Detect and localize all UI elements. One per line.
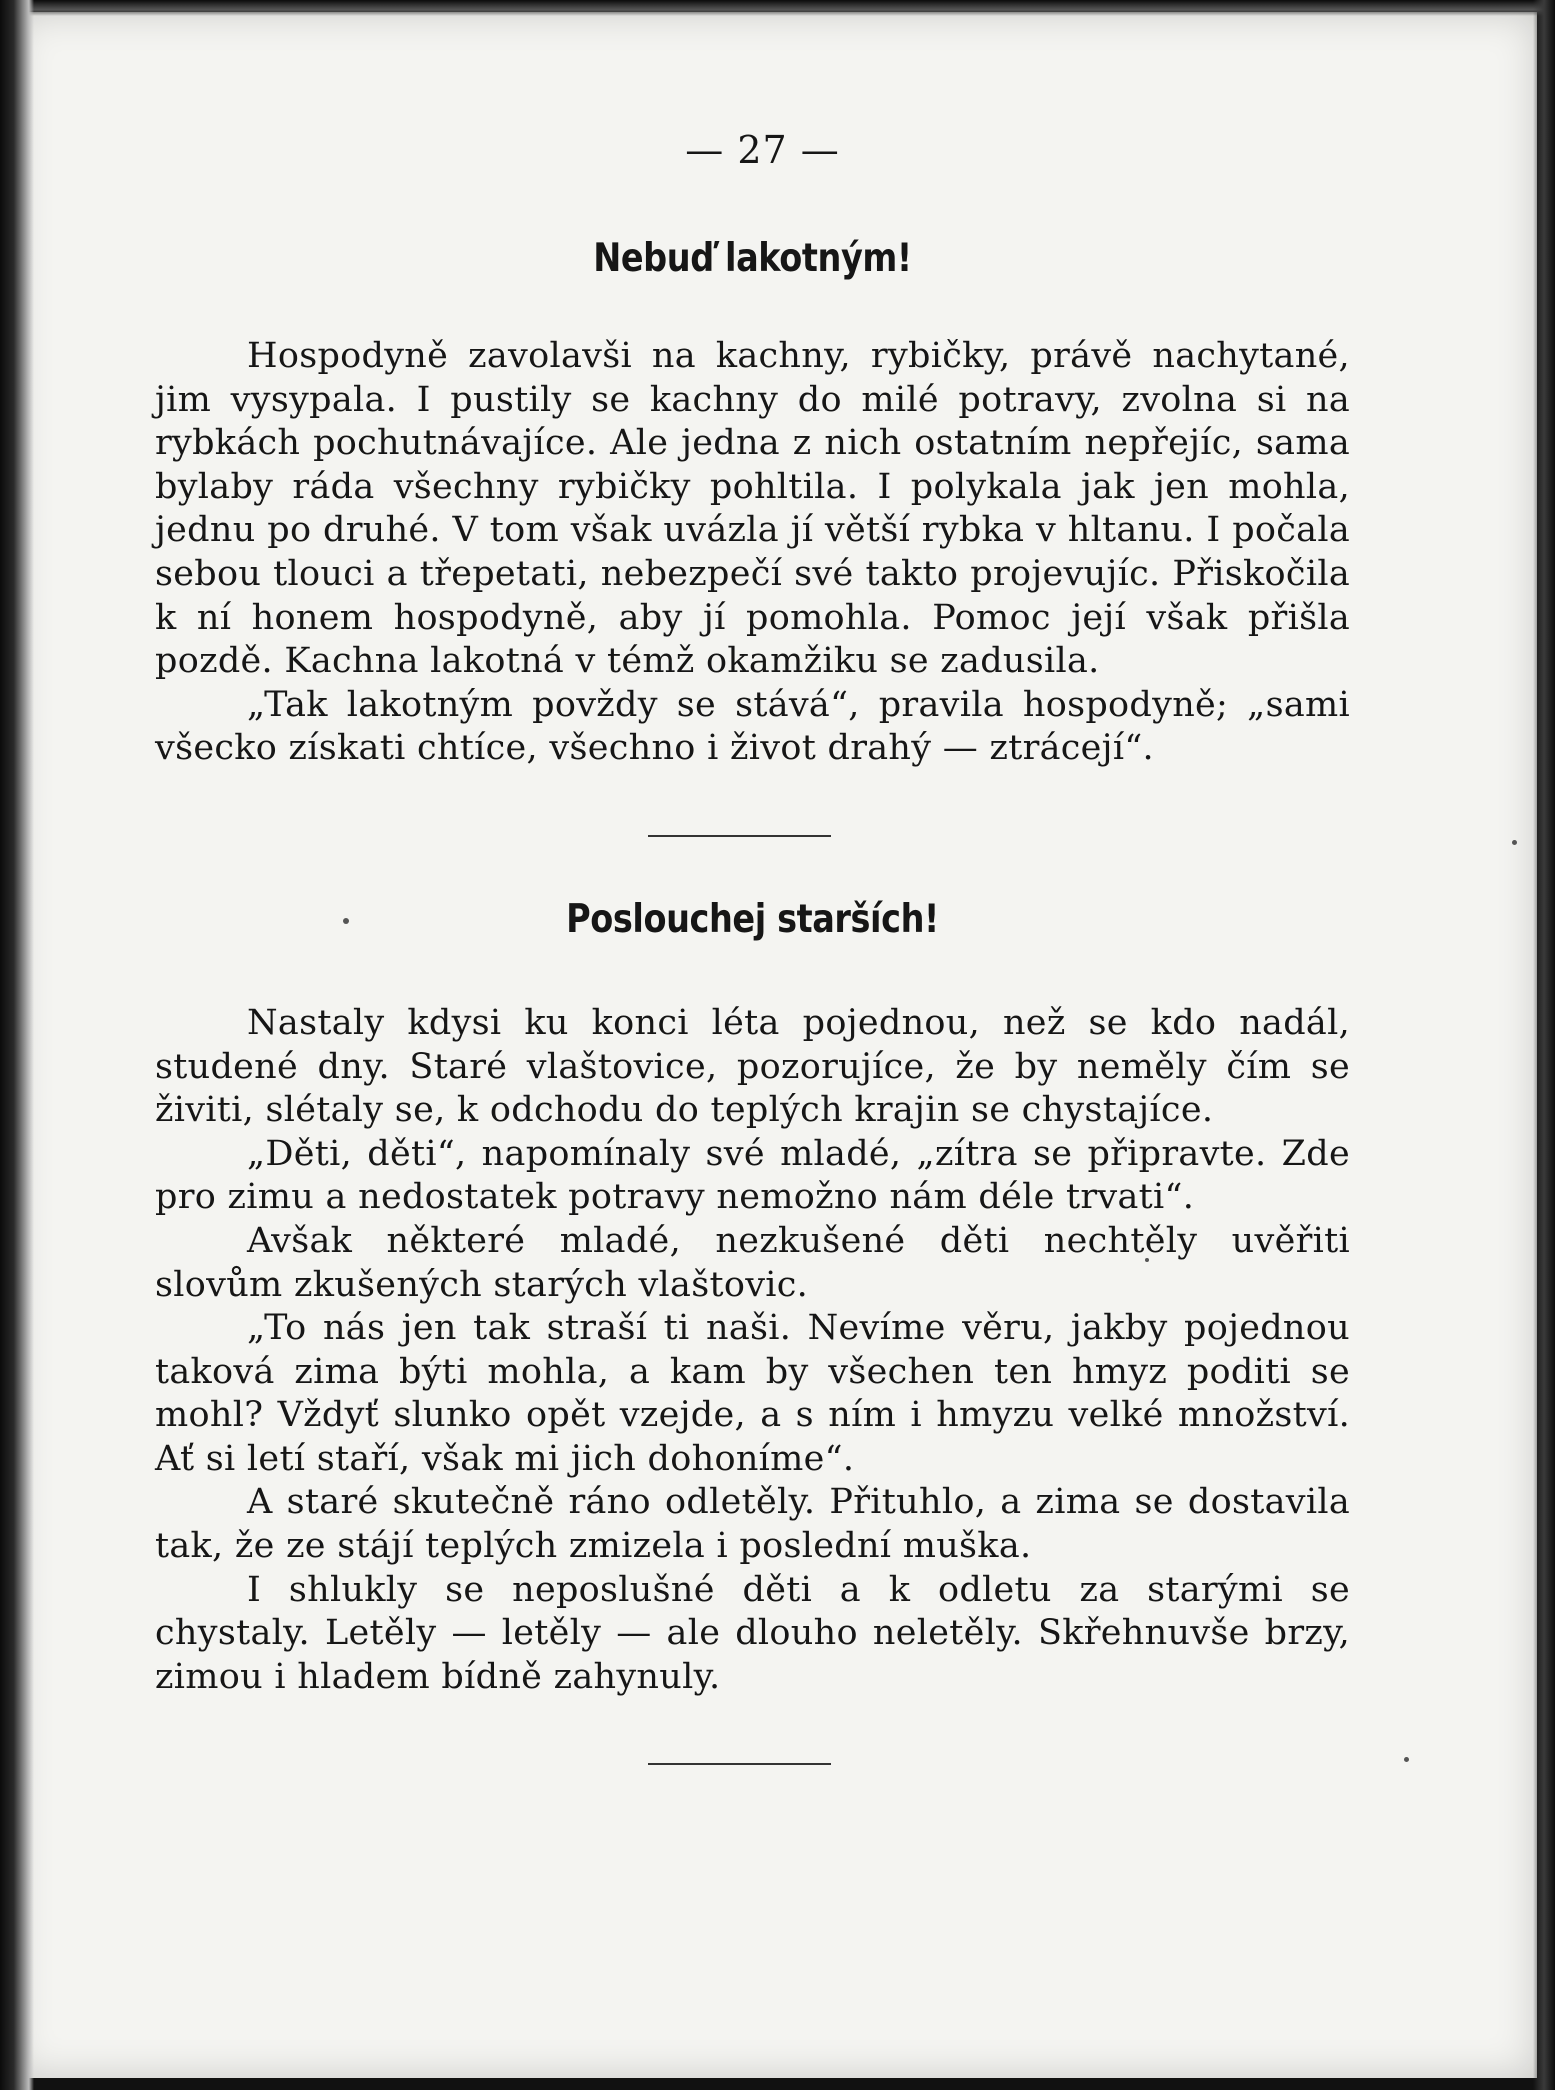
- paper-speck: [1512, 840, 1517, 845]
- paragraph: A staré skutečně ráno odletěly. Přituhlo, a zima se dostavila tak, že ze stájí teplých zmizela i poslední muška.: [155, 1482, 1350, 1567]
- paragraph: Hospodyně zavolavši na kachny, rybičky, právě nachytané, jim vysypala. I pustily se kachny do milé potravy, zvolna si na rybkách pochutnávajíce. Ale jedna z nich ostatním nepřejíc, sama bylaby ráda všechny rybičky pohltila. I polykala jak jen mohla, jednu po druhé. V tom však uvázla jí větší rybka v hltanu. I počala sebou tlouci a třepetati, nebezpečí své takto projevujíc. Přiskočila k ní honem hospodyně, aby jí pomohla. Pomoc její však přišla pozdě. Kachna lakotná v témž okamžiku se zadusila.: [155, 336, 1350, 682]
- paragraph: I shlukly se neposlušné děti a k odletu za starými se chystaly. Letěly — letěly — ale dlouho neletěly. Skřehnuvše brzy, zimou i hladem bídně zahynuly.: [155, 1569, 1350, 1697]
- paper-speck: [1404, 1757, 1409, 1762]
- section-title-2: Poslouchej starších!: [566, 896, 939, 942]
- section-title-1: Nebuď lakotným!: [593, 236, 912, 281]
- page-content: [155, 128, 1350, 1765]
- scan-border-right: [1533, 0, 1555, 2090]
- section-divider: [648, 1763, 831, 1765]
- scan-border-top: [0, 0, 1555, 16]
- paragraph: „Tak lakotným povždy se stává“, pravila hospodyně; „sami všecko získati chtíce, všechno i život drahý — ztrácejí“.: [155, 684, 1350, 769]
- section-body-1: [155, 335, 1350, 771]
- page-number: — 27 —: [685, 128, 840, 172]
- paragraph: Nastaly kdysi ku konci léta pojednou, než se kdo nadál, studené dny. Staré vlaštovice, pozorujíce, že by neměly čím se živiti, slétaly se, k odchodu do teplých krajin se chystajíce.: [155, 1002, 1350, 1131]
- paragraph: „Děti, děti“, napomínaly své mladé, „zítra se připravte. Zde pro zimu a nedostatek potravy nemožno nám déle trvati“.: [155, 1133, 1350, 1218]
- section-divider: [648, 835, 831, 837]
- scan-border-left: [0, 0, 34, 2090]
- paragraph: Avšak některé mladé, nezkušené děti nechtěly uvěřiti slovům zkušených starých vlaštovic.: [155, 1220, 1350, 1305]
- section-body-2: [155, 1002, 1350, 1700]
- paragraph: „To nás jen tak straší ti naši. Nevíme věru, jakby pojednou taková zima býti mohla, a kam by všechen ten hmyz poditi se mohl? Vždyť slunko opět vzejde, a s ním i hmyzu velké množství. Ať si letí staří, však mi jich dohoníme“.: [155, 1308, 1350, 1479]
